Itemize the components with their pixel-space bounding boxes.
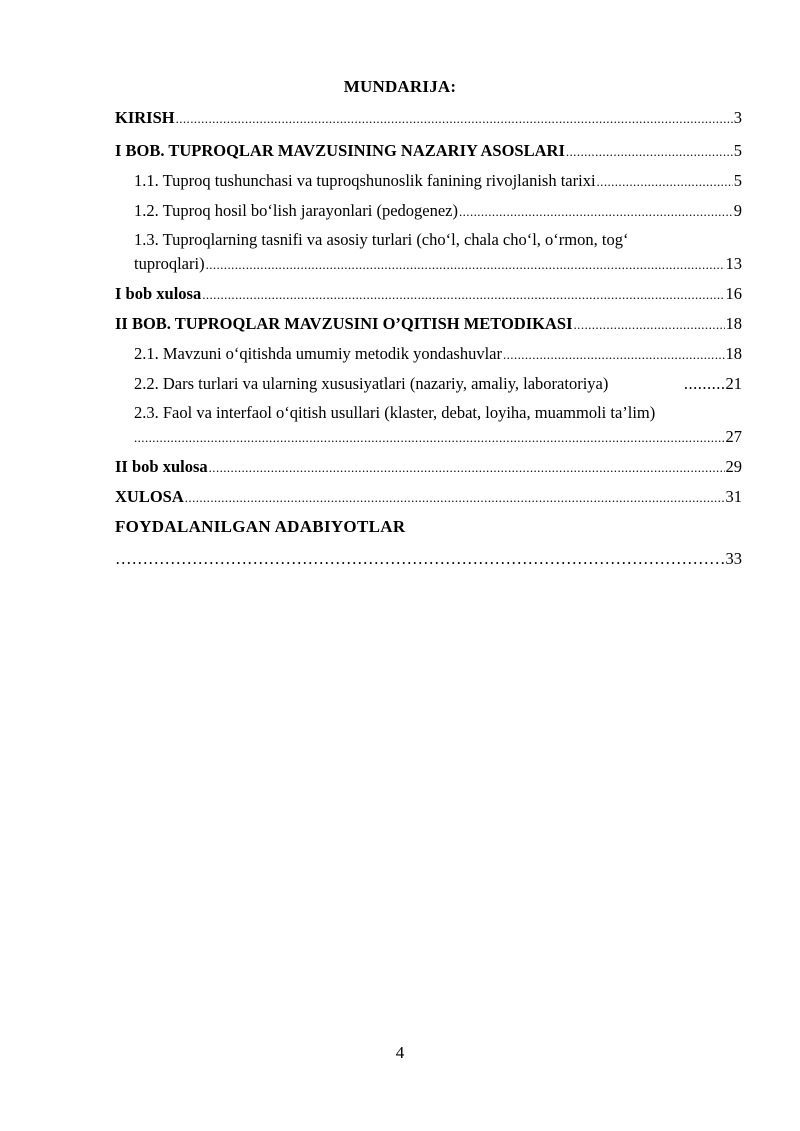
toc-entry-label: II BOB. TUPROQLAR MAVZUSINI O’QITISH METODIKASI: [115, 314, 573, 333]
toc-page-number: 5: [733, 141, 742, 160]
toc-entry-references[interactable]: [115, 548, 742, 570]
toc-page-number: 29: [725, 457, 742, 476]
dot-leader: [202, 284, 724, 306]
toc-page-number: 16: [725, 284, 742, 303]
toc-entry-chapter-2[interactable]: [115, 313, 742, 336]
toc-entry-label: I BOB. TUPROQLAR MAVZUSINING NAZARIY ASOSLARI: [115, 141, 565, 160]
toc-entry-section-2-1[interactable]: [134, 343, 742, 366]
toc-entry-chapter-1[interactable]: [115, 140, 742, 163]
toc-entry-chapter-1-summary[interactable]: [115, 283, 742, 306]
toc-entry-label: 2.2. Dars turlari va ularning xususiyatlari (nazariy, amaliy, laboratoriya): [134, 374, 609, 393]
page-number: 4: [395, 1043, 405, 1062]
toc-page-number: 27: [725, 427, 742, 446]
toc-entry-section-1-1[interactable]: [134, 170, 742, 193]
toc-entry-label: 1.2. Tuproq hosil bo‘lish jarayonlari (pedogenez): [134, 201, 458, 220]
toc-page-number: 21: [725, 374, 742, 393]
toc-heading: MUNDARIJA:: [343, 77, 457, 96]
toc-entry-chapter-2-summary[interactable]: [115, 456, 742, 479]
toc-page-number: 5: [733, 171, 742, 190]
dot-leader: [597, 171, 733, 193]
dot-leader: [209, 457, 725, 479]
toc-entry-label: XULOSA: [115, 487, 184, 506]
toc-entry-section-1-2[interactable]: [134, 200, 742, 223]
toc-entry-section-2-3-line1[interactable]: 2.3. Faol va interfaol o‘qitish usullari (klaster, debat, loyiha, muammoli ta’lim): [134, 403, 656, 422]
toc-entry-section-2-2[interactable]: [134, 373, 742, 395]
toc-entry-label: II bob xulosa: [115, 457, 208, 476]
toc-entry-section-1-3[interactable]: [134, 253, 742, 276]
dot-leader: [185, 487, 725, 509]
dot-leader: [566, 141, 733, 163]
toc-entry-label: 1.1. Tuproq tushunchasi va tuproqshunoslik fanining rivojlanish tarixi: [134, 171, 596, 190]
toc-page-number: 18: [725, 344, 742, 363]
toc-page-number: 9: [733, 201, 742, 220]
toc-page-number: 31: [725, 487, 742, 506]
toc-entry-label: tuproqlari): [134, 254, 205, 273]
dot-leader: [134, 427, 725, 449]
toc-entry-label: 2.1. Mavzuni o‘qitishda umumiy metodik yondashuvlar: [134, 344, 502, 363]
dot-leader: .........: [683, 374, 726, 393]
dot-leader: [574, 314, 725, 336]
toc-entry-references-label[interactable]: FOYDALANILGAN ADABIYOTLAR: [115, 517, 406, 536]
toc-entry-section-1-3-line1[interactable]: 1.3. Tuproqlarning tasnifi va asosiy turlari (cho‘l, chala cho‘l, o‘rmon, tog‘: [134, 230, 629, 249]
toc-entry-conclusion[interactable]: [115, 486, 742, 509]
toc-page-number: 3: [733, 108, 742, 127]
dot-leader: [503, 344, 725, 366]
toc-page-number: 33: [725, 549, 742, 568]
toc-entry-label: I bob xulosa: [115, 284, 202, 303]
toc-entry-kirish[interactable]: [115, 107, 742, 130]
toc-page-number: 13: [725, 254, 742, 273]
dot-leader: [459, 201, 733, 223]
toc-entry-section-2-3[interactable]: [134, 426, 742, 449]
dot-leader: [206, 254, 725, 276]
dot-leader: [176, 108, 733, 130]
toc-page-number: 18: [725, 314, 742, 333]
toc-entry-label: KIRISH: [115, 108, 175, 127]
dot-leader: [115, 548, 725, 570]
